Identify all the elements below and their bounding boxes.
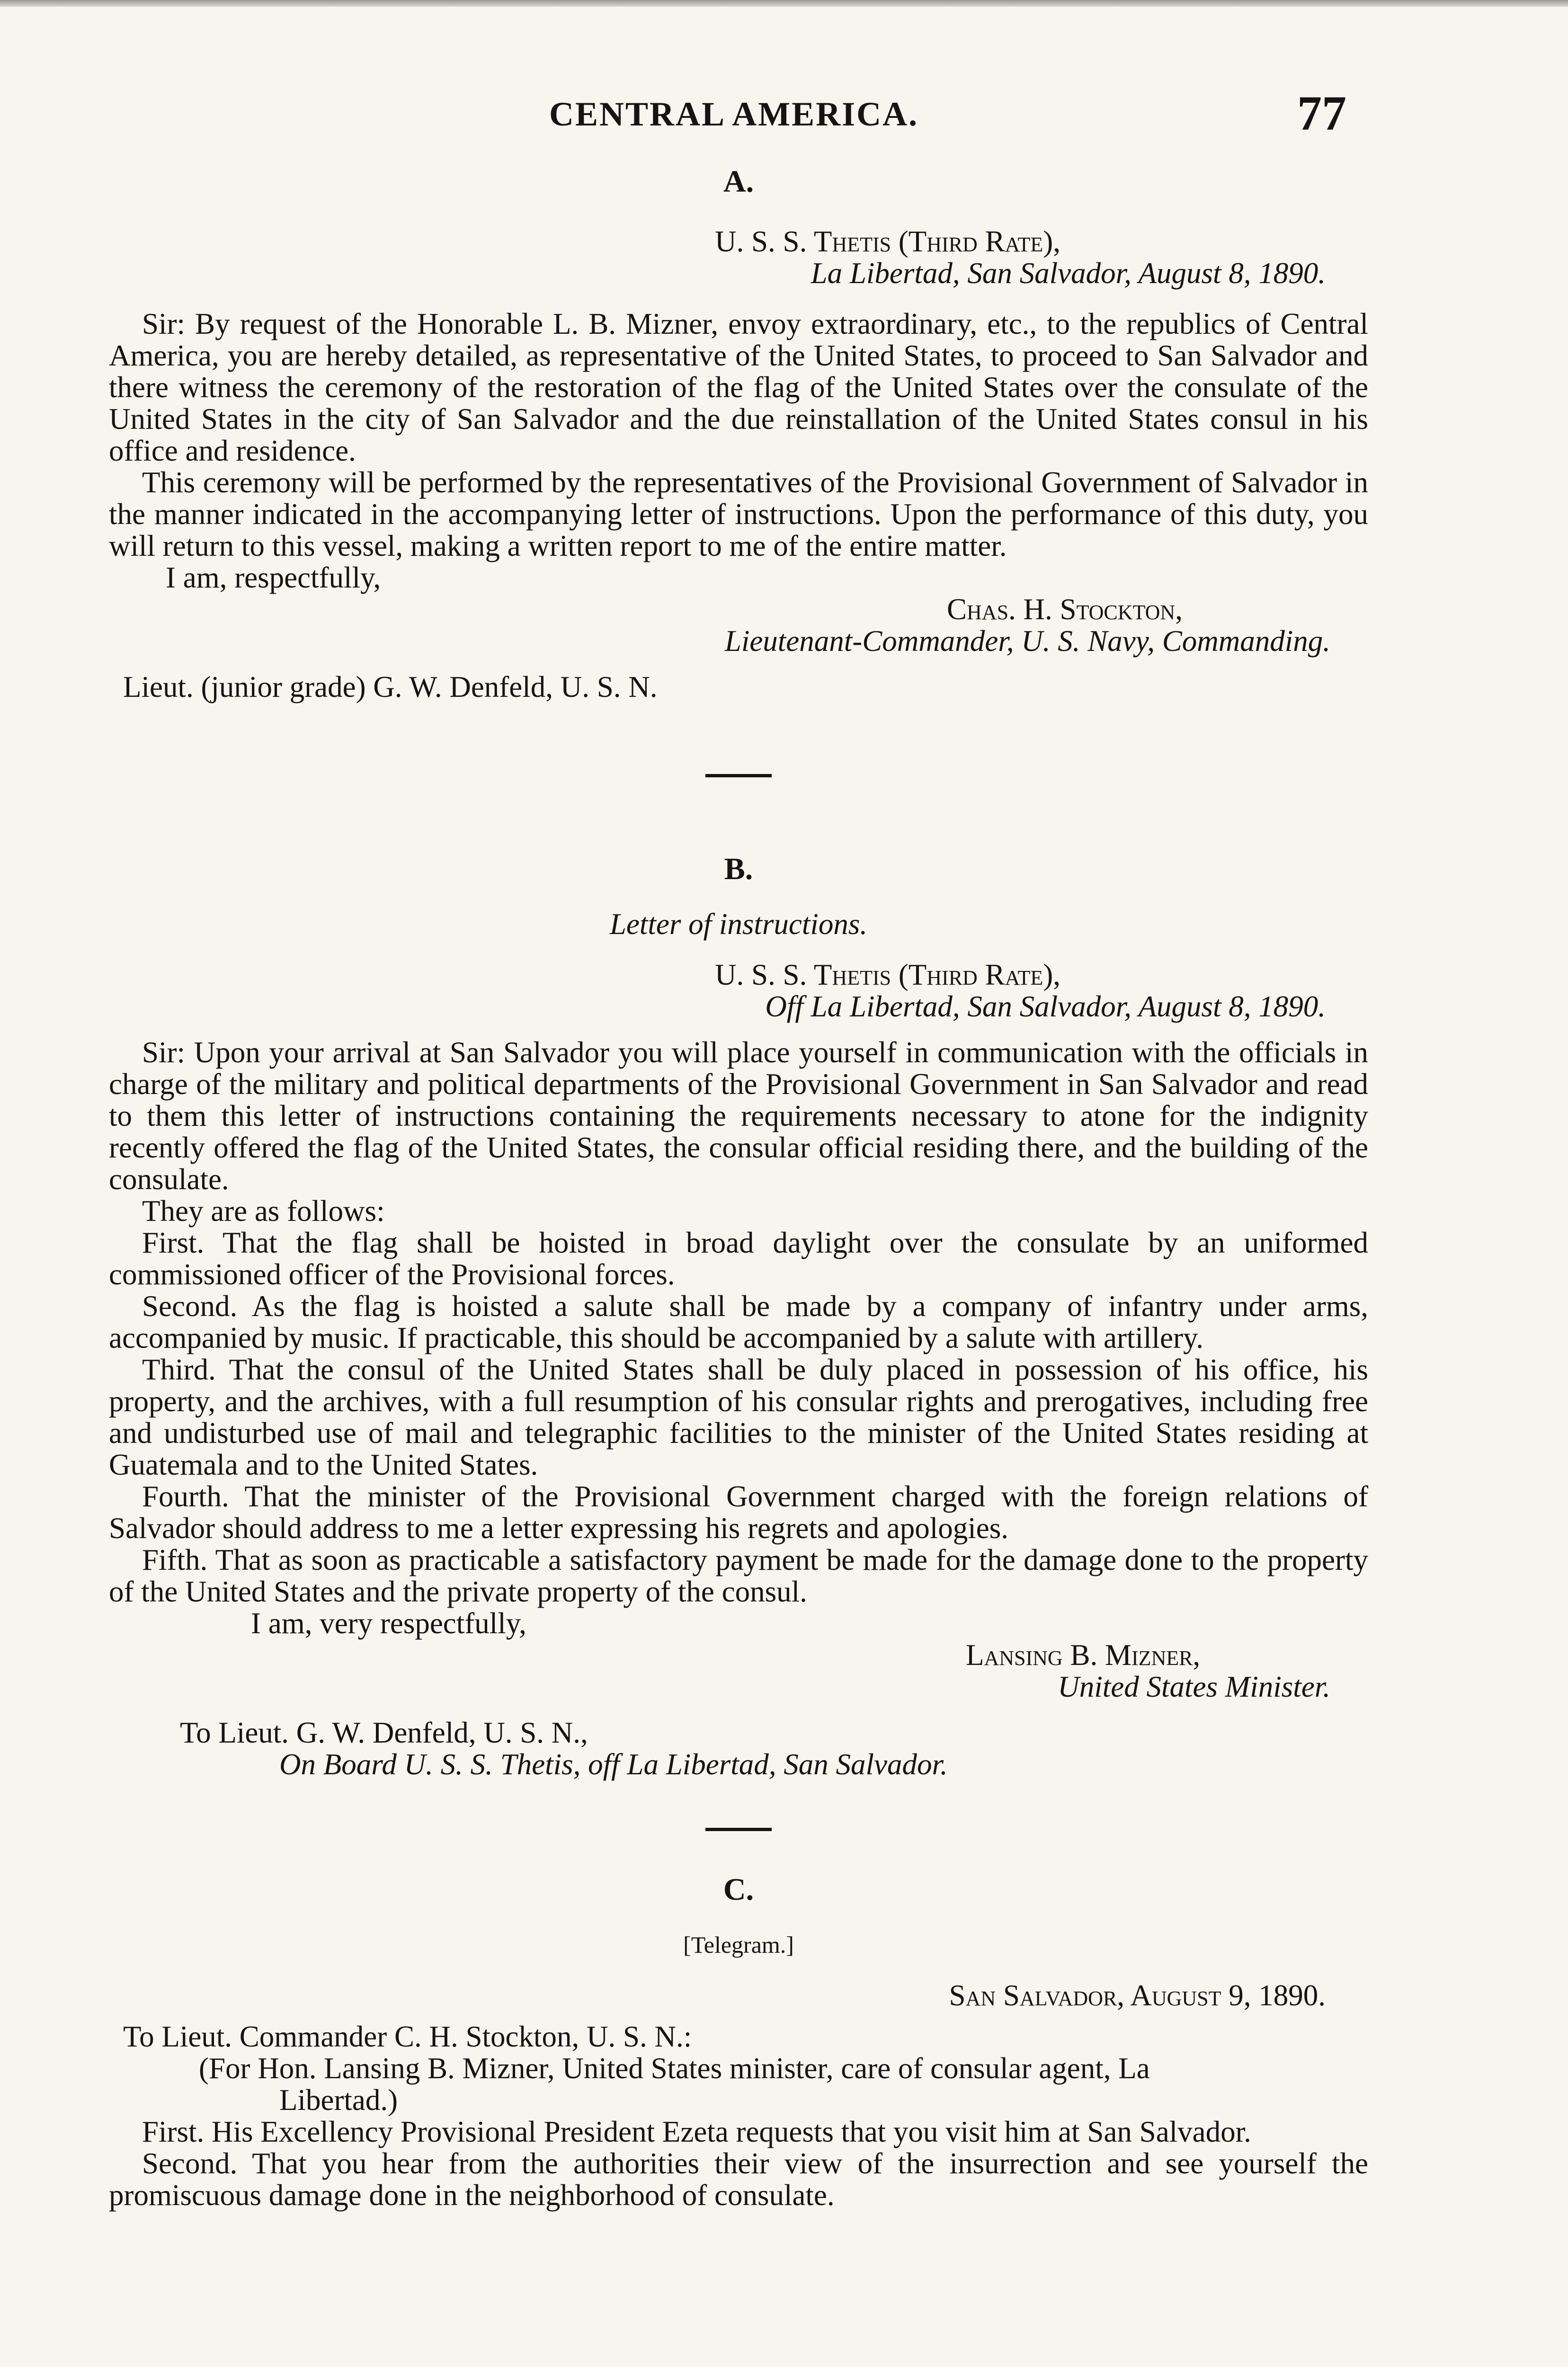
- section-b-place-date: Off La Libertad, San Salvador, August 8, 1890.: [765, 990, 1326, 1023]
- section-a-ship-line: U. S. S. Thetis (Third Rate),: [715, 225, 1060, 258]
- section-b-paragraph: Third. That the consul of the United States shall be duly placed in possession of his office, his property, and the archives, with a full resumption of his consular rights and prerogatives, including free and undisturbed use of mail and telegraphic facilities to the minister of the United States residing at Guatemala and to the United States.: [109, 1353, 1368, 1481]
- section-b-paragraph: Fourth. That the minister of the Provisional Government charged with the foreign relations of Salvador should address to me a letter expressing his regrets and apologies.: [109, 1480, 1368, 1545]
- section-c-paragraph: Second. That you hear from the authorities their view of the insurrection and see yourself the promiscuous damage done in the neighborhood of consulate.: [109, 2147, 1368, 2212]
- section-c-label: [Telegram.]: [683, 1931, 794, 1958]
- running-head: [0, 80, 1568, 141]
- section-c-place-date: San Salvador, August 9, 1890.: [949, 1979, 1326, 2012]
- section-c-letter: C.: [723, 1872, 754, 1907]
- section-a-signature-name: Chas. H. Stockton,: [947, 593, 1183, 626]
- section-b-paragraph: They are as follows:: [142, 1194, 385, 1228]
- section-divider: [705, 1828, 772, 1831]
- section-b-closing: I am, very respectfully,: [251, 1607, 526, 1640]
- section-c-addressee: To Lieut. Commander C. H. Stockton, U. S. N.:: [123, 2020, 692, 2053]
- section-a-closing: I am, respectfully,: [166, 561, 381, 594]
- section-b-letter: B.: [724, 852, 753, 886]
- section-a-place-date: La Libertad, San Salvador, August 8, 1890.: [811, 257, 1326, 290]
- section-b-subtitle: Letter of instructions.: [609, 908, 868, 941]
- document-body: [109, 166, 1368, 2211]
- section-a-signature-title: Lieutenant-Commander, U. S. Navy, Commanding.: [724, 624, 1330, 658]
- section-a-paragraph: Sir: By request of the Honorable L. B. Mizner, envoy extraordinary, etc., to the republics of Central America, you are hereby detailed, as representative of the United States, to proceed to San Salvador and there witness the ceremony of the restoration of the flag of the United States over the consulate of the United States in the city of San Salvador and the due reinstallation of the United States consul in his office and residence.: [109, 307, 1368, 467]
- section-c-paragraph: First. His Excellency Provisional President Ezeta requests that you visit him at San Salvador.: [142, 2115, 1251, 2148]
- section-a-addressee: Lieut. (junior grade) G. W. Denfeld, U. S. N.: [123, 670, 658, 703]
- section-b-paragraph: Fifth. That as soon as practicable a satisfactory payment be made for the damage done to the property of the United States and the private property of the consul.: [109, 1543, 1368, 1608]
- section-b-paragraph: First. That the flag shall be hoisted in broad daylight over the consulate by an uniformed commissioned officer of the Provisional forces.: [109, 1226, 1368, 1291]
- section-b-ship-line: U. S. S. Thetis (Third Rate),: [715, 958, 1060, 991]
- section-c-forwarding-cont: Libertad.): [279, 2083, 398, 2117]
- section-b-addressee: To Lieut. G. W. Denfeld, U. S. N.,: [180, 1716, 588, 1749]
- section-b-addressee-location: On Board U. S. S. Thetis, off La Libertad, San Salvador.: [279, 1748, 948, 1781]
- running-title: CENTRAL AMERICA.: [549, 95, 919, 133]
- section-b-signature-title: United States Minister.: [1058, 1670, 1330, 1703]
- page-number: 77: [1297, 86, 1346, 141]
- section-b-paragraph: Sir: Upon your arrival at San Salvador you will place yourself in communication with the officials in charge of the military and political departments of the Provisional Government in San Salvador and read to them this letter of instructions containing the requirements necessary to atone for the indignity recently offered the flag of the United States, the consular official residing there, and the building of the consulate.: [109, 1036, 1368, 1196]
- section-b-signature-name: Lansing B. Mizner,: [966, 1638, 1201, 1672]
- section-a-letter: A.: [723, 164, 754, 199]
- section-a-paragraph: This ceremony will be performed by the representatives of the Provisional Government of Salvador in the manner indicated in the accompanying letter of instructions. Upon the performance of this duty, you will return to this vessel, making a written report to me of the entire matter.: [109, 466, 1368, 562]
- page-edge: [0, 0, 1568, 7]
- section-c-forwarding: (For Hon. Lansing B. Mizner, United States minister, care of consular agent, La: [199, 2052, 1150, 2085]
- section-divider: [705, 774, 772, 777]
- section-b-paragraph: Second. As the flag is hoisted a salute shall be made by a company of infantry under arms, accompanied by music. If practicable, this should be accompanied by a salute with artillery.: [109, 1290, 1368, 1354]
